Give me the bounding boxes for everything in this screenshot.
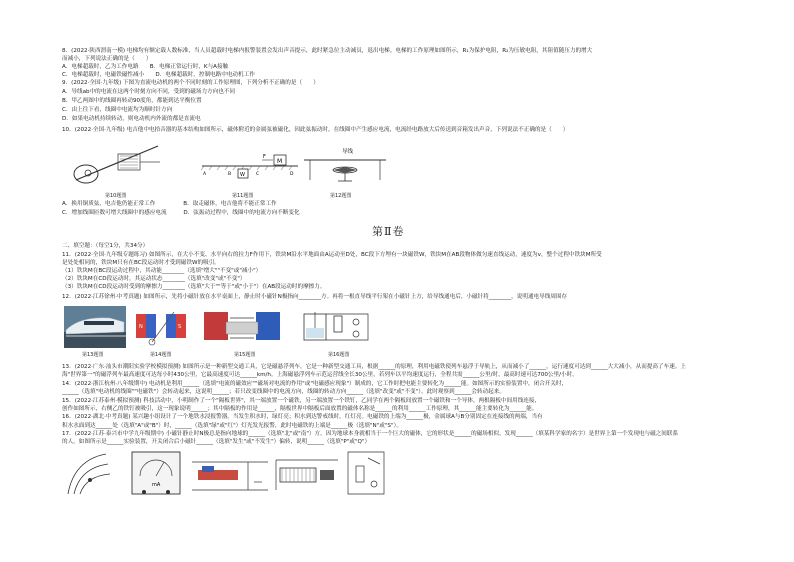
water-alarm-circuit bbox=[298, 306, 374, 348]
text-line: 17．(2022·江苏·泰兴市中学九年级期中) 小磁针静止时N极总是指向地球的______（选填"北"或"南"）方，因为地球本身就相当于一个巨大的磁体，它的形状是______的磁场相似，发现______（填某科学家的名字）是世界上第一个发现电与磁之间联系 bbox=[62, 431, 679, 437]
block-w-label: W bbox=[240, 172, 245, 178]
figure-caption: 第15题图 bbox=[234, 352, 256, 358]
guitar-figure bbox=[70, 140, 165, 188]
point-label: D bbox=[290, 172, 294, 177]
text-line: 9．(2022·全国·九年级) 下图为直流电动机的两个不同时刻的工作原理图，下列分析不正确的是（ ） bbox=[62, 80, 319, 86]
text-line: ______（选填"电动机的线圈""电磁铁"）会转动起来，这说明______；若只改变线圈中的电流方向，线圈的转动方向______（选填"改变"或"不变"）。此时观察到______会转动起来。 bbox=[62, 389, 505, 395]
figure-caption: 第12题图 bbox=[330, 193, 352, 199]
text-line: 10．(2022·全国·九年级) 电吉他中电拾音器的基本结构如图所示，磁体附近的金属弦被磁化，因此弦振动时，在线圈中产生感应电流，电流经电路放大后传送到音箱发出声音，下列说法不正确的是（ ） bbox=[62, 127, 569, 133]
figure-caption: 第16题图 bbox=[328, 352, 350, 358]
earth-field-figure bbox=[60, 450, 122, 496]
point-label: B bbox=[228, 172, 232, 177]
text-line: 是处处相同的，铁块M只有在BC段运动时才受到磁铁W的吸引。 bbox=[62, 260, 220, 266]
text-line: 14．(2022·浙江杭州·八年级期中) 电动机是利用______（选填"电流的磁效应""磁场对电流的作用"或"电磁感应现象"）制成的，它工作时把电能主要转化为______能。如图所示的实验装置中，闭合开关时， bbox=[62, 381, 568, 387]
pole-s-label: S bbox=[178, 324, 182, 330]
option-line: A．换用铜质弦，电吉他仍能正常工作 B．取走磁体，电吉他将不能正常工作 bbox=[62, 201, 277, 207]
text-line: 13．(2022·广东·汕头市潮阳实验学校模拟预测) 如图所示是一种新型交通工具，它是磁悬浮列车，它是一种新型交通工具，根据______的原理，利用电磁铁使列车悬浮于导轨上，从而减小了______，运行速度可达到______大大减小，从而提高了车速。上 bbox=[62, 364, 686, 370]
point-label: C bbox=[256, 172, 260, 177]
text-line: 16．(2022·湖北·中考真题) 某兴趣小组设计了一个地铁水浸报警器。当发生积水时，绿灯亮；积水到达警戒线时，红灯亮。电磁铁的上端为______极，金属球A与B分别固定在连接线的两端，当有 bbox=[62, 414, 543, 420]
option-line: C．电梯超载时，电磁铁磁性减小 D．电梯超载时，控制电路中电动机工作 bbox=[62, 72, 255, 78]
wire-label: 导线 bbox=[342, 149, 354, 155]
text-line: 8．(2022·陕西渭南一模) 电梯均有额定载人数标准，当人员超载时电梯内报警装置会发出声音提示，此时紧急位主动减员，退出电梯。电梯的工作原理如图所示，R₁为保护电阻，R₂为压敏电阻，其阻值随压力的增大 bbox=[62, 48, 593, 54]
magnet-diagram bbox=[132, 306, 194, 348]
text-line: 的人。如图所示是______实验装置，开关闭合后小磁针______（选填"发生"或"不发生"）偏转，说明______（选填"P"或"Q"） bbox=[62, 439, 371, 445]
relay-circuit-figure bbox=[344, 448, 392, 498]
option-line: A．电梯超载时，乙为工作电路 B．电梯正常运行时，K与A接触 bbox=[62, 64, 229, 70]
text-line: 创作如图所示，右侧乙的铁钉被吸引，这一现象说明______；其中隔板的作用是______，隔板世界中隔板后面放置的磁体名称是______的利用______工作原理，其______能主要转化为______能。 bbox=[62, 406, 538, 412]
figure-caption: 第10题图 bbox=[105, 193, 127, 199]
solenoid-circuit-figure bbox=[188, 452, 272, 496]
text-line: 积水水面到达______处（选填"A"或"B"）时，______（选填"绿"或"红"）灯光发光报警，此时电磁铁的上端是______极（选填"N"或"S"）。 bbox=[62, 423, 402, 429]
figure-caption: 第11题图 bbox=[232, 193, 254, 199]
text-line: 15．(2022·江苏泰州·模拟预测) 科技活动中，小明制作了一个"隔板世界"，其一端放置一个磁铁，另一端放置一个铁钉，乙同学在两个隔板间放置一个磁铁和一个导体，两根隔板中间用线连接， bbox=[62, 398, 541, 404]
section-title: 第Ⅱ卷 bbox=[372, 225, 405, 238]
text-line: 海"世界第一"的磁浮列车最高速度可达每小时430公里，它最高速度可达______km/h。上海磁悬浮列车示范运营线全长30公里，若列车以平均速度运行，全程共需______公里/时，最高时速可达700公里/小时。 bbox=[62, 372, 578, 378]
option-line: B．甲乙两图中的线圈再转动90度角，都能到达平衡位置 bbox=[62, 98, 202, 104]
figure-caption: 第13题图 bbox=[82, 352, 104, 358]
option-line: A．导线ab中的电流在这两个时刻方向不同，受到的磁场力方向也不同 bbox=[62, 89, 236, 95]
pole-n-label: N bbox=[139, 324, 143, 330]
maglev-train-photo bbox=[64, 306, 126, 348]
section-heading: 二、填空题：（每空1分，共34分） bbox=[62, 243, 149, 249]
compass-wire-figure bbox=[300, 146, 390, 186]
point-label: A bbox=[203, 172, 207, 177]
option-line: D．如果电动机持续转动，则电动机内外流的都是直流电 bbox=[62, 116, 201, 122]
galvanometer-figure bbox=[126, 448, 186, 500]
magnet-track-figure bbox=[200, 148, 300, 184]
figure-caption: 第14题图 bbox=[150, 352, 172, 358]
horseshoe-magnet-figure bbox=[200, 306, 284, 348]
text-line: 12．(2022·江苏徐州·中考真题) 如图所示，先将小磁针放在水平桌面上，静止时小磁针N极指向________方。再将一根直导线平行架在小磁针上方，给导线通电后，小磁针将________，说明通电导线周围存 bbox=[62, 294, 568, 300]
text-line: （1）铁块M在BC段运动过程中，其动能________（选填"增大""不变"或"减小"） bbox=[62, 268, 262, 274]
coil-slider-figure bbox=[272, 452, 342, 496]
text-line: 11．(2022·全国·九年级专题练习) 如图所示，在大小不变、水平向右的拉力F作用下，铁块M沿水平地面由A运动至D处，BC段下方埋有一块磁铁W，铁块M在AB段物体做匀速直线运动，速度为v，整个过程中铁块M所受 bbox=[62, 252, 602, 258]
text-line: 而减小，下列说法正确的是（ ） bbox=[62, 56, 152, 62]
text-line: （3）铁块M在CD段运动时受到的摩擦力________（选填"大于""等于"或"小于"）在AB段运动时的摩擦力。 bbox=[62, 284, 326, 290]
option-line: C．增加线圈匝数可增大线圈中的感应电流 D．弦振动过程中，线圈中的电流方向不断变化 bbox=[62, 210, 300, 216]
block-m-label: M bbox=[277, 158, 283, 165]
text-line: （2）铁块M在CD段运动时，其运动状态________（选填"改变"或"不变"） bbox=[62, 276, 246, 282]
option-line: C．由上往下看，线圈中电流均为顺时针方向 bbox=[62, 107, 173, 113]
force-label: F bbox=[263, 154, 266, 160]
meter-unit-label: mA bbox=[152, 482, 161, 488]
